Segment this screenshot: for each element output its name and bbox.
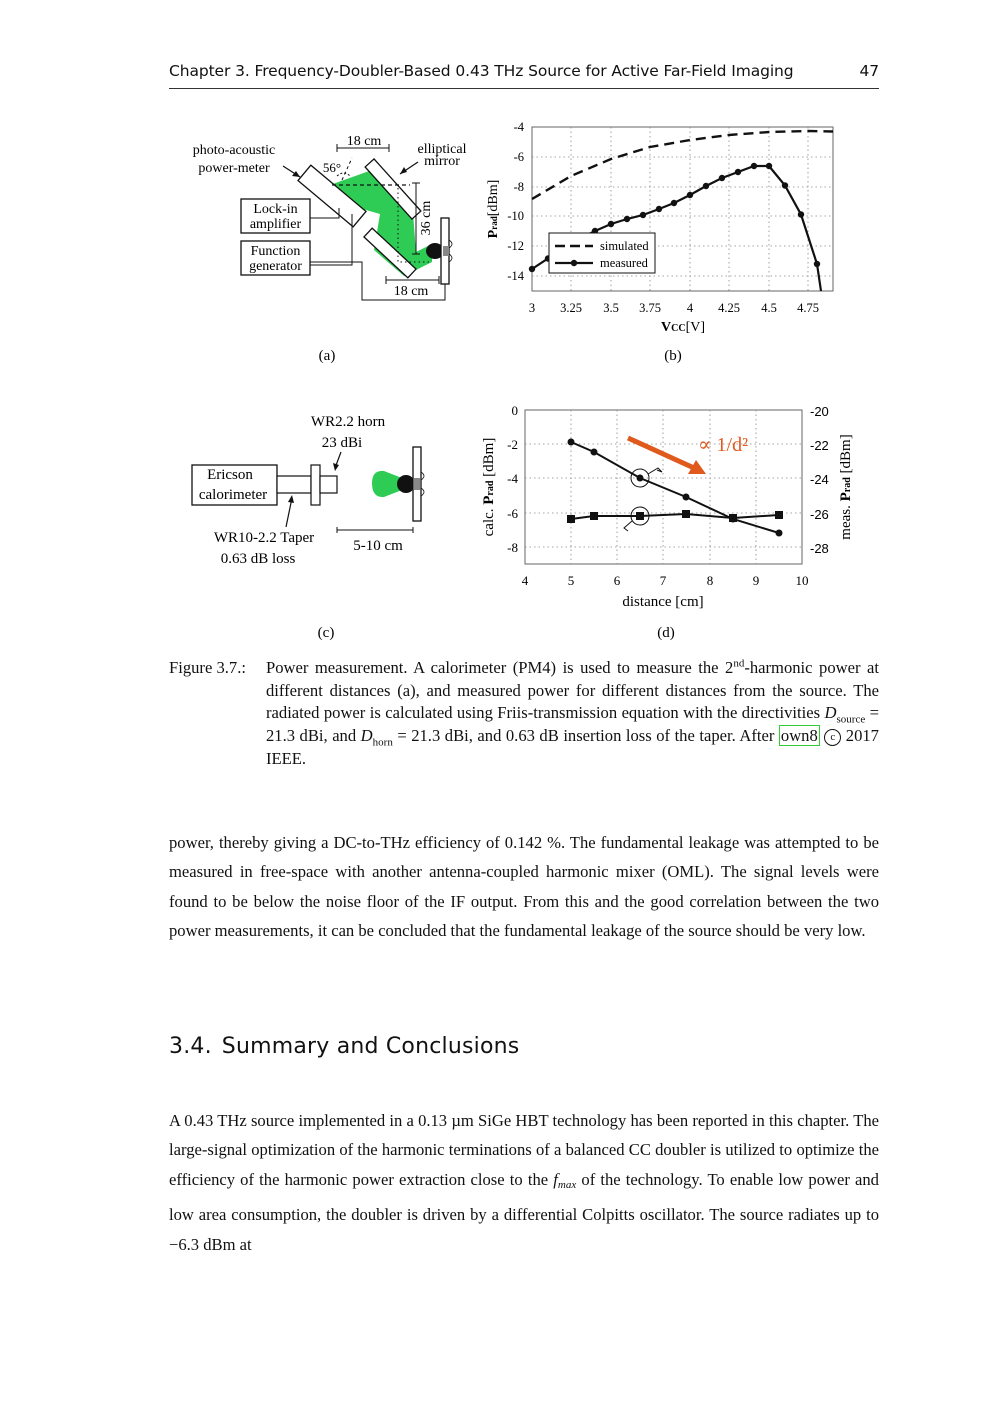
svg-text:4: 4 [686,301,694,315]
svg-text:-6: -6 [507,506,518,521]
svg-text:6: 6 [613,573,621,588]
taper-label-2: 0.63 dB loss [220,551,296,567]
beam-path [330,170,432,276]
chart-d-xticks [522,573,809,588]
svg-text:3: 3 [528,301,536,315]
calorimeter-label-2: calorimeter [198,487,268,503]
dim-bottom-label: 18 cm [393,284,429,299]
photoacoustic-label: photo-acoustic [192,143,276,158]
svg-text:5: 5 [567,573,575,588]
funcgen-label: Function [250,244,301,259]
svg-text:3.75: 3.75 [639,301,661,315]
svg-text:7: 7 [659,573,667,588]
svg-text:-6: -6 [513,150,524,164]
page-number: 47 [859,62,879,80]
panel-c-label: (c) [317,625,335,641]
section-title-text: Summary and Conclusions [221,1034,520,1059]
dim-vertical-label: 36 cm [419,200,434,236]
svg-text:4.25: 4.25 [718,301,740,315]
arrow-icon [288,495,294,503]
body-paragraph-2: A 0.43 THz source implemented in a 0.13 µm SiGe HBT technology has been reported in this chapter. The large-signal optimization of the harmonic terminations of a balanced CC doubler is utilized to optimize the efficiency of the harmonic power extraction close to the fmax of the technology. To enable low power and low area consumption, the doubler is driven by a differential Colpitts oscillator. The source radiates up to −6.3 dBm at [169,1111,879,1254]
chart-d-ylabel-left: calc. Prad [dBm] [481,437,497,537]
svg-text:3.5: 3.5 [603,301,619,315]
chart-b-legend [549,233,655,273]
legend-measured: measured [600,256,648,270]
panel-a-setup-diagram [193,134,467,364]
copyright-icon: c [824,729,841,746]
chart-d-xlabel: distance [cm] [622,594,704,610]
svg-text:4.5: 4.5 [761,301,777,315]
svg-text:-10: -10 [507,209,524,223]
figure-3-7 [0,0,1000,660]
lockin-label: Lock-in [253,202,298,217]
caption-label: Figure 3.7.: [169,658,246,677]
mirror-label: elliptical [417,142,467,157]
distance-label: 5-10 cm [353,538,403,554]
flange [311,465,320,505]
chart-b-xlabel: VCC[V] [660,320,706,335]
mirror-label-2: mirror [424,154,460,169]
section-heading [169,1034,519,1059]
svg-text:-14: -14 [507,269,524,283]
svg-text:-20: -20 [810,404,829,419]
body-paragraph-1: power, thereby giving a DC-to-THz efficiency of 0.142 %. The fundamental leakage was attempted to be measured in free-space with another antenna-coupled harmonic mixer (OML). The signal levels were found to be below the noise floor of the IF output. From this and the good correlation between the two power measurements, it can be concluded that the fundamental leakage of the source should be very low. [169,833,879,941]
svg-text:4.75: 4.75 [797,301,819,315]
svg-text:8: 8 [706,573,714,588]
svg-text:-8: -8 [513,180,524,194]
angle-label: 56° [322,160,342,175]
svg-text:-26: -26 [810,507,829,522]
panel-a-label: (a) [318,348,336,364]
funcgen-label-2: generator [249,259,302,274]
section-number: 3.4. [169,1034,212,1059]
svg-text:-8: -8 [507,540,518,555]
horn-label: WR2.2 horn [310,414,386,430]
panel-b-label: (b) [664,348,682,364]
horn-label-2: 23 dBi [321,435,363,451]
svg-text:4: 4 [521,573,529,588]
chart-d-yticks-right [810,404,829,556]
dim-top-label: 18 cm [346,134,382,149]
photoacoustic-label-2: power-meter [198,161,270,176]
chart-b-xticks [529,301,819,315]
arrow-icon [400,167,407,174]
svg-text:-22: -22 [810,438,829,453]
legend-simulated: simulated [600,239,649,253]
panel-d-label: (d) [657,625,675,641]
taper-label: WR10-2.2 Taper [213,530,315,546]
wr10-taper [277,476,311,493]
chart-d-ylabel-right: meas. Prad [dBm] [838,434,854,540]
chart-b [486,120,833,364]
citation-link-own8[interactable]: own8 [780,726,818,746]
figure-caption [169,657,879,771]
svg-text:-4: -4 [507,471,518,486]
svg-text:-28: -28 [810,541,829,556]
chart-b-yticks [507,120,524,283]
svg-text:-24: -24 [810,472,829,487]
chart-d [481,403,854,641]
inverse-square-label: ∝ 1/d² [698,434,749,456]
svg-text:-4: -4 [513,120,524,134]
svg-text:3.25: 3.25 [560,301,582,315]
arrow-icon [333,463,339,471]
svg-text:-2: -2 [507,437,518,452]
chart-b-ylabel: Prad[dBm] [486,179,501,239]
svg-text:0: 0 [511,403,518,418]
wr2-horn [320,476,337,493]
svg-text:10: 10 [795,573,809,588]
panel-c-setup-diagram [192,414,424,641]
calorimeter-label: Ericson [207,467,253,483]
caption-body: Power measurement. A calorimeter (PM4) is used to measure the 2nd-harmonic power at different distances (a), and measured power for different distances from the source. The radiated power is calculated using Friis-transmission equation with the directivities $D_{source} = 21.3$ dBi, and $D_{horn} = 21.3$ dBi, and 0.63 dB insertion loss of the taper. After own8 c 2017 IEEE. [266,657,879,768]
lockin-label-2: amplifier [249,217,302,232]
chapter-title: Chapter 3. Frequency-Doubler-Based 0.43 THz Source for Active Far-Field Imaging [169,62,794,80]
chart-d-yticks-left [507,403,518,555]
svg-text:-12: -12 [507,239,524,253]
svg-text:9: 9 [752,573,760,588]
thz-source-lens [397,475,415,493]
